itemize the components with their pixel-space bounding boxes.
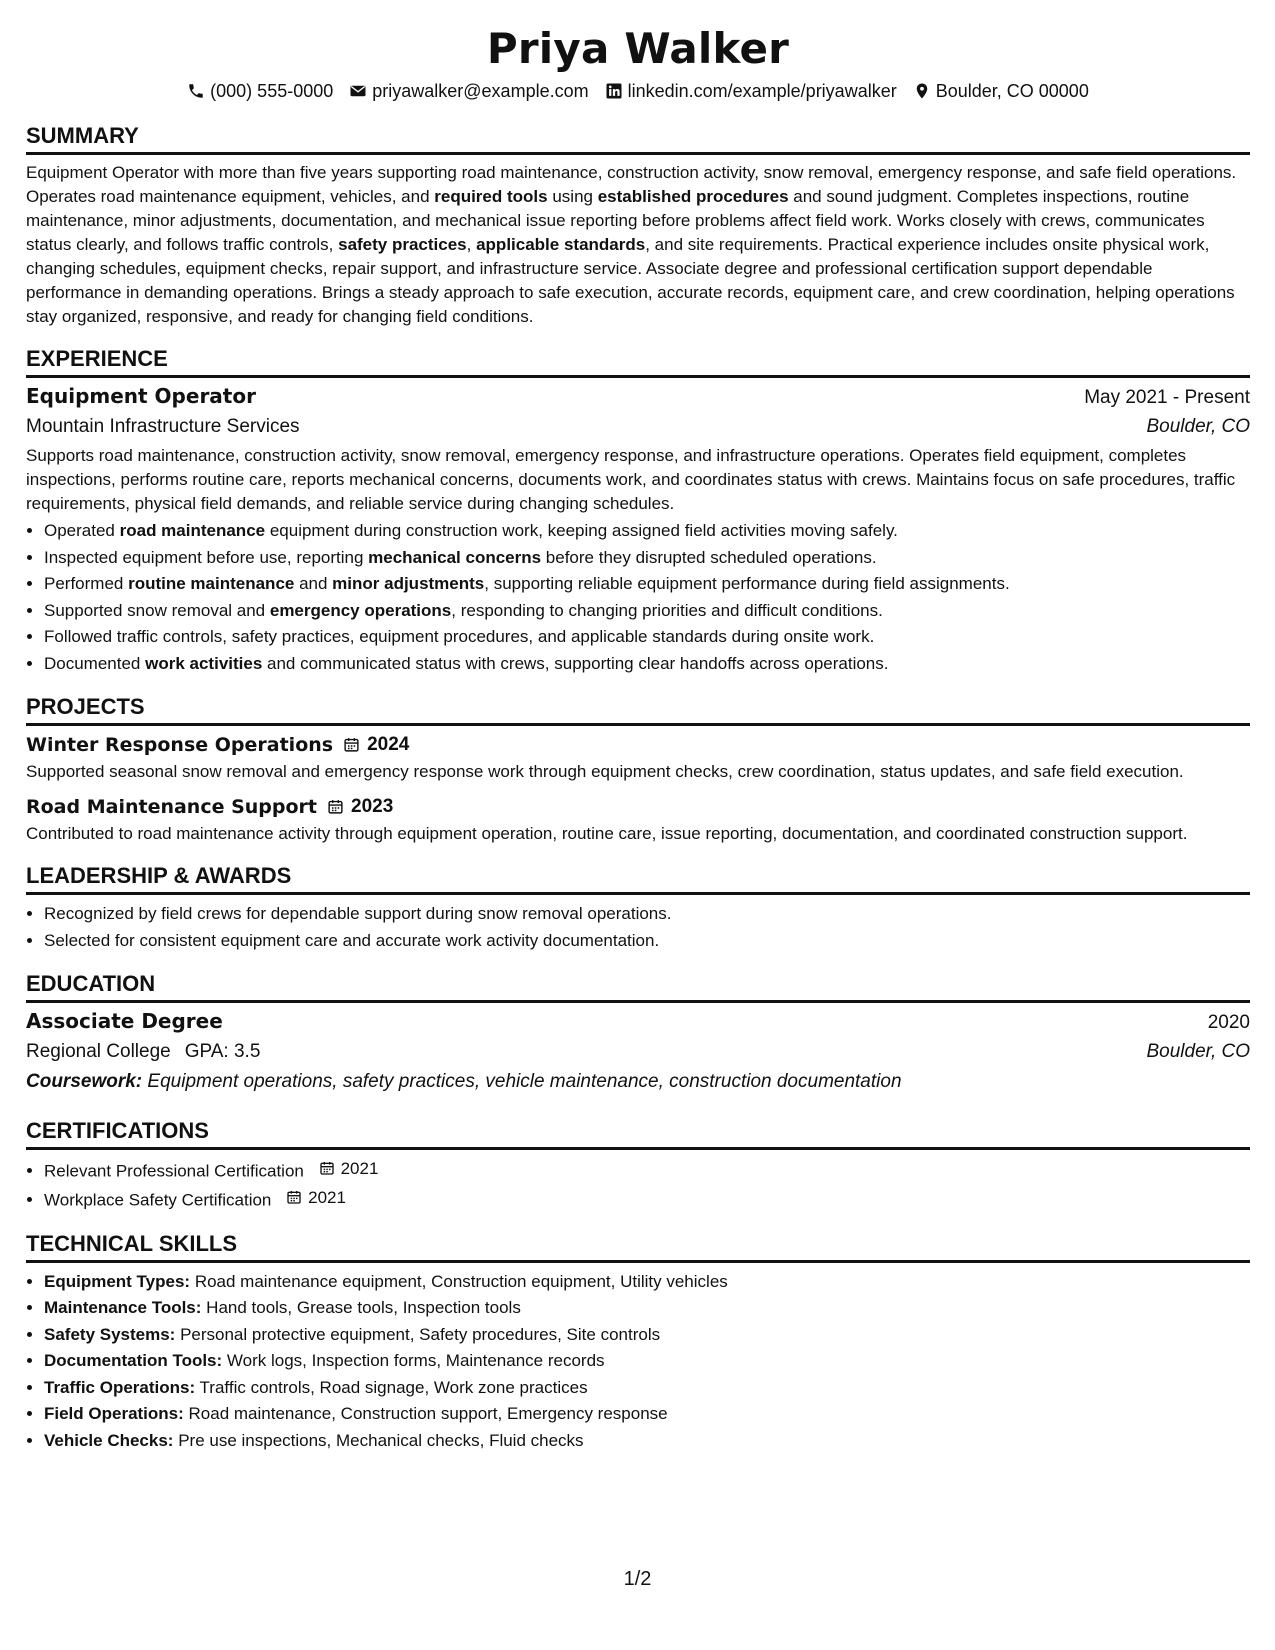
- project-title: Winter Response Operations: [26, 734, 334, 756]
- bullet-text: Supported snow removal and: [44, 600, 270, 620]
- contact-linkedin[interactable]: [605, 78, 897, 104]
- project-header: [26, 732, 1250, 758]
- certifications-heading: CERTIFICATIONS: [26, 1117, 1250, 1150]
- skill-value: Work logs, Inspection forms, Maintenance records: [222, 1351, 605, 1370]
- cert-year-text: 2021: [340, 1159, 379, 1178]
- phone-text: (000) 555-0000: [210, 81, 334, 101]
- education-section: [26, 970, 1250, 1097]
- envelope-icon: [349, 82, 367, 100]
- location-text: Boulder, CO 00000: [935, 81, 1089, 101]
- list-item: [44, 571, 1250, 598]
- skills-heading: TECHNICAL SKILLS: [26, 1230, 1250, 1263]
- project-description: Contributed to road maintenance activity through equipment operation, routine care, issue reporting, documentation, and coordinated construction support.: [26, 824, 1188, 843]
- linkedin-icon: [605, 82, 623, 100]
- school-row: [26, 1037, 1250, 1067]
- degree-name: Associate Degree: [26, 1009, 223, 1033]
- project-year: [343, 734, 409, 756]
- skill-label: Vehicle Checks:: [44, 1430, 174, 1450]
- bullet-bold: road maintenance: [119, 521, 266, 540]
- degree-year: 2020: [1207, 1012, 1250, 1033]
- summary-bold: safety practices: [338, 235, 467, 254]
- cert-year-text: 2021: [308, 1187, 346, 1207]
- bullet-bold: minor adjustments: [332, 574, 485, 593]
- list-item: [44, 598, 1250, 625]
- cert-name: Workplace Safety Certification: [44, 1190, 272, 1209]
- skill-label: Traffic Operations:: [44, 1377, 196, 1397]
- coursework-text: Equipment operations, safety practices, vehicle maintenance, construction documentation: [142, 1071, 902, 1092]
- job-description: Supports road maintenance, construction activity, snow removal, emergency response, and infrastructure operations. Operates field equipment, completes inspections, performs routine care, reports mechanical concerns, documents work, and coordinates status with crews. Maintains focus on safe procedures, traffic requirements, physical field demands, and reliable service during changing schedules.: [26, 446, 1236, 513]
- gpa: GPA: 3.5: [184, 1041, 261, 1062]
- job-subheader: [26, 412, 1250, 442]
- bullet-text: Documented: [44, 653, 146, 673]
- summary-bold: required tools: [434, 187, 548, 206]
- skill-value: Hand tools, Grease tools, Inspection tools: [201, 1298, 521, 1317]
- job-location: Boulder, CO: [1146, 416, 1250, 437]
- summary-bold: established procedures: [597, 187, 789, 206]
- experience-heading: EXPERIENCE: [26, 345, 1250, 378]
- bullet-bold: mechanical concerns: [368, 547, 542, 567]
- list-item: [44, 1269, 1250, 1296]
- list-item: • Selected for consistent equipment care and accurate work activity documentation.: [44, 928, 1250, 955]
- bullet-text: Inspected equipment before use, reporting: [44, 547, 369, 567]
- job-company: Mountain Infrastructure Services: [26, 416, 300, 437]
- skill-label: Maintenance Tools:: [44, 1298, 202, 1317]
- summary-part: ,: [466, 235, 477, 254]
- bullet-bold: emergency operations: [269, 600, 452, 620]
- certifications-list: [26, 1156, 1250, 1214]
- school-info: [26, 1037, 260, 1067]
- job-header: [26, 382, 1250, 412]
- job-dates: May 2021 - Present: [1084, 387, 1250, 408]
- page-number: 1/2: [623, 1568, 652, 1590]
- project-title: Road Maintenance Support: [26, 796, 318, 818]
- projects-section: [26, 693, 1250, 846]
- contact-bar: [26, 78, 1250, 104]
- cert-year: [286, 1185, 346, 1212]
- leadership-section: [26, 862, 1250, 954]
- skill-label: Equipment Types:: [44, 1271, 191, 1291]
- list-item: [44, 1401, 1250, 1428]
- leadership-heading: LEADERSHIP & AWARDS: [26, 862, 1250, 895]
- skill-value: Road maintenance equipment, Construction equipment, Utility vehicles: [190, 1271, 728, 1291]
- list-item: [44, 1295, 1250, 1322]
- bullet-text: Followed traffic controls, safety practices, equipment procedures, and applicable standards during onsite work.: [44, 627, 875, 646]
- skill-label: Documentation Tools:: [44, 1351, 223, 1370]
- candidate-name: Priya Walker: [486, 24, 790, 73]
- education-heading: EDUCATION: [26, 970, 1250, 1003]
- list-item: [44, 1156, 1250, 1185]
- calendar-icon: [327, 798, 345, 816]
- resume-page: [26, 22, 1250, 1454]
- project-year: [327, 796, 393, 818]
- summary-heading: SUMMARY: [26, 122, 1250, 155]
- list-item: [44, 1428, 1250, 1455]
- summary-part: Equipment Operator with more than five years supporting road maintenance, construction activity, snow removal, emergency response, and safe field operations. Operates road maintenance equipment, vehicles, and: [26, 163, 1237, 206]
- email-text[interactable]: priyawalker@example.com: [372, 81, 589, 101]
- skill-value: Pre use inspections, Mechanical checks, Fluid checks: [173, 1430, 584, 1450]
- list-item: [44, 624, 1250, 651]
- job-title: Equipment Operator: [26, 384, 256, 408]
- list-item: [44, 1375, 1250, 1402]
- calendar-icon: [343, 736, 361, 754]
- contact-phone: [187, 78, 333, 104]
- coursework: [26, 1067, 1250, 1097]
- skills-list: [26, 1269, 1250, 1455]
- calendar-icon: [319, 1160, 337, 1178]
- bullet-text: before they disrupted scheduled operations.: [541, 547, 877, 567]
- project-year-text: 2024: [367, 734, 410, 755]
- skill-value: Road maintenance, Construction support, Emergency response: [183, 1404, 668, 1423]
- contact-location: [913, 78, 1089, 104]
- skill-value: Traffic controls, Road signage, Work zone practices: [195, 1377, 588, 1397]
- contact-email[interactable]: [349, 78, 588, 104]
- bullet-text: Performed: [44, 574, 129, 593]
- phone-icon: [187, 82, 205, 100]
- skills-section: [26, 1230, 1250, 1455]
- skill-value: Personal protective equipment, Safety procedures, Site controls: [175, 1324, 661, 1344]
- list-item: [44, 1185, 1250, 1214]
- school-location: Boulder, CO: [1146, 1041, 1250, 1062]
- list-item: [44, 651, 1250, 678]
- bullet-text: Operated: [44, 521, 120, 540]
- bullet-bold: work activities: [145, 653, 263, 673]
- degree-header: [26, 1007, 1250, 1037]
- skill-label: Field Operations:: [44, 1404, 184, 1423]
- map-pin-icon: [913, 82, 931, 100]
- bullet-bold: routine maintenance: [128, 574, 295, 593]
- linkedin-text[interactable]: linkedin.com/example/priyawalker: [627, 81, 897, 101]
- summary-text: [26, 161, 1250, 329]
- summary-part: , and site requirements. Practical experience includes onsite physical work, changing schedules, equipment checks, repair support, and infrastructure service. Associate degree and professional certification support dependable performance in demanding operations. Brings a steady approach to safe execution, accurate records, equipment care, and crew coordination, helping operations stay organized, responsive, and ready for changing field conditions.: [26, 235, 1235, 326]
- bullet-text: and: [294, 574, 333, 593]
- list-item: [44, 1348, 1250, 1375]
- projects-heading: PROJECTS: [26, 693, 1250, 726]
- project-year-text: 2023: [351, 796, 394, 817]
- project-description: Supported seasonal snow removal and emergency response work through equipment checks, crew coordination, status updates, and safe field execution.: [26, 762, 1184, 781]
- bullet-text: , responding to changing priorities and difficult conditions.: [451, 600, 883, 620]
- job-bullets: [26, 518, 1250, 677]
- cert-name: Relevant Professional Certification: [44, 1161, 304, 1181]
- leadership-list: [26, 901, 1250, 954]
- project-header: [26, 794, 1250, 820]
- cert-year: [319, 1156, 379, 1183]
- list-item: [44, 1322, 1250, 1349]
- list-item: [44, 518, 1250, 545]
- summary-part: using: [547, 187, 598, 206]
- bullet-text: and communicated status with crews, supporting clear handoffs across operations.: [262, 653, 889, 673]
- experience-section: [26, 345, 1250, 677]
- coursework-label: Coursework:: [26, 1071, 143, 1092]
- summary-section: [26, 122, 1250, 329]
- bullet-text: , supporting reliable equipment performance during field assignments.: [484, 574, 1010, 593]
- bullet-text: equipment during construction work, keeping assigned field activities moving safely.: [265, 521, 898, 540]
- summary-part: and sound judgment. Completes inspections, routine maintenance, minor adjustments, documentation, and mechanical issue reporting before problems affect field work. Works closely with crews, communicates status clearly, and follows traffic controls,: [26, 187, 1205, 254]
- certifications-section: [26, 1117, 1250, 1214]
- list-item: [44, 545, 1250, 572]
- skill-label: Safety Systems:: [44, 1324, 176, 1344]
- summary-bold: applicable standards: [476, 235, 646, 254]
- list-item: • Recognized by field crews for dependable support during snow removal operations.: [44, 901, 1250, 928]
- school-name: Regional College: [26, 1041, 171, 1062]
- calendar-icon: [286, 1189, 304, 1207]
